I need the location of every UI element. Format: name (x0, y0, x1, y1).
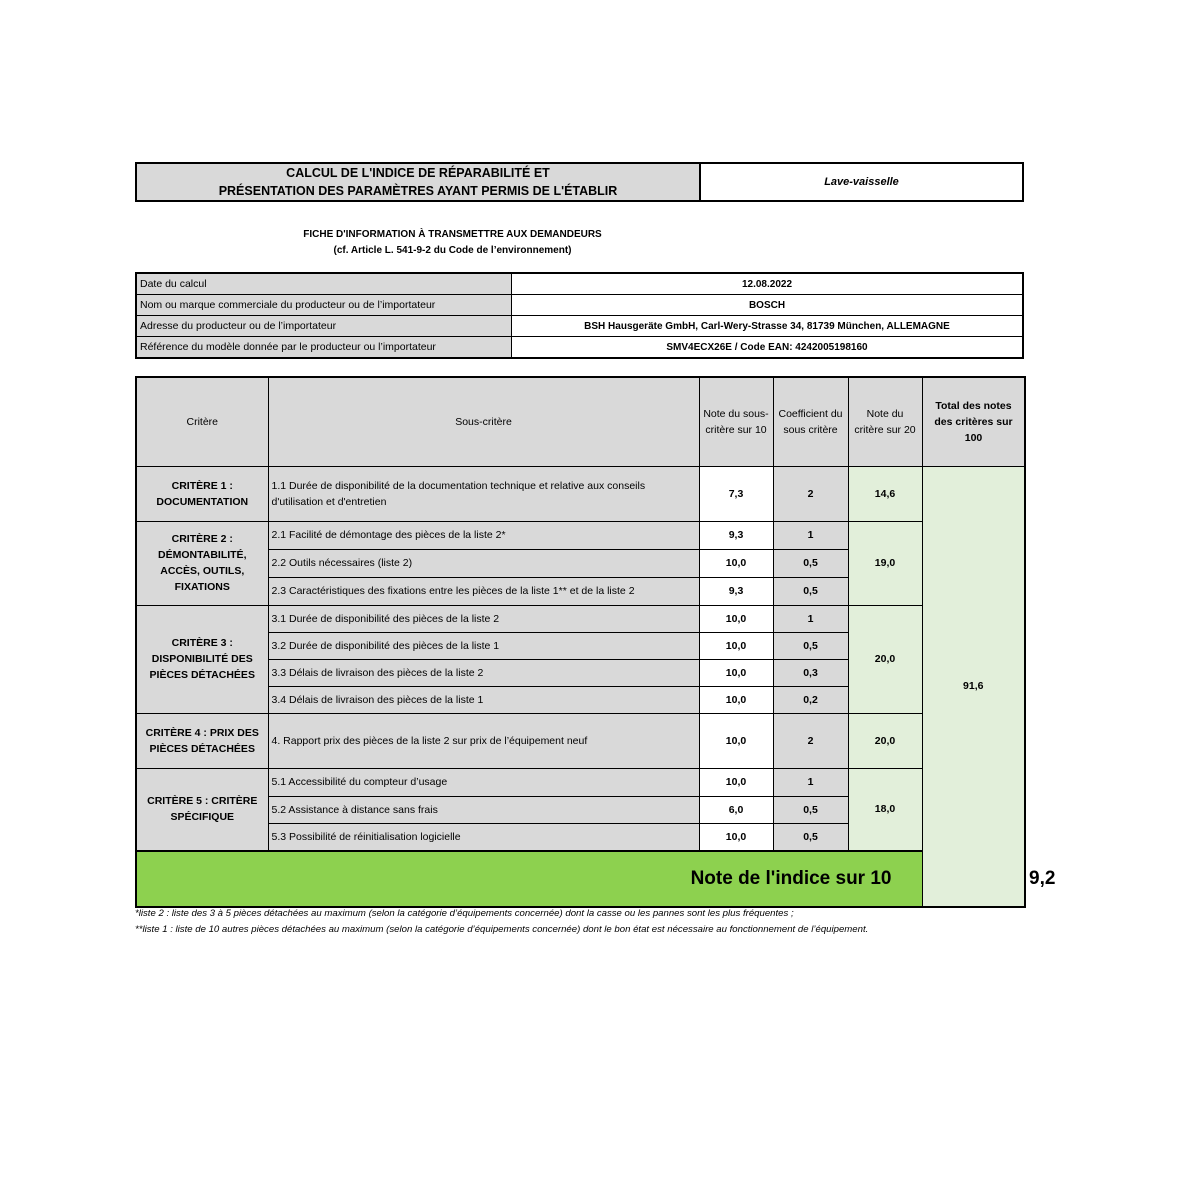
sub-criterion-coefficient: 0,5 (773, 549, 848, 577)
sub-criterion-coefficient: 0,5 (773, 577, 848, 605)
sub-criterion-note: 10,0 (699, 632, 773, 659)
title-line-2: PRÉSENTATION DES PARAMÈTRES AYANT PERMIS DE L'ÉTABLIR (218, 184, 618, 198)
sub-criterion-label: 3.3 Délais de livraison des pièces de la liste 2 (268, 659, 699, 686)
subtitle (135, 227, 770, 259)
info-value: 12.08.2022 (512, 273, 1024, 295)
sub-criterion-label: 3.1 Durée de disponibilité des pièces de la liste 2 (268, 605, 699, 632)
info-label: Nom ou marque commerciale du producteur ou de l’importateur (136, 295, 512, 316)
sub-criterion-label: 4. Rapport prix des pièces de la liste 2 sur prix de l’équipement neuf (268, 713, 699, 768)
sub-criterion-coefficient: 0,5 (773, 632, 848, 659)
info-value: BSH Hausgeräte GmbH, Carl-Wery-Strasse 34, 81739 München, ALLEMAGNE (512, 316, 1024, 337)
table-row (136, 768, 1025, 796)
final-score-label: Note de l'indice sur 10 (136, 851, 922, 907)
col-header-note-sous-critere: Note du sous-critère sur 10 (699, 377, 773, 466)
info-value: SMV4ECX26E / Code EAN: 4242005198160 (512, 337, 1024, 359)
footnotes (135, 906, 1135, 938)
sub-criterion-note: 7,3 (699, 466, 773, 521)
sub-criterion-coefficient: 1 (773, 521, 848, 549)
sub-criterion-note: 10,0 (699, 659, 773, 686)
sub-criterion-coefficient: 2 (773, 713, 848, 768)
info-row (136, 337, 1023, 359)
product-type: Lave-vaisselle (824, 176, 899, 188)
info-row (136, 295, 1023, 316)
sub-criterion-label: 2.2 Outils nécessaires (liste 2) (268, 549, 699, 577)
sub-criterion-coefficient: 0,5 (773, 823, 848, 851)
criterion-score: 19,0 (848, 521, 922, 605)
sub-criterion-label: 2.1 Facilité de démontage des pièces de la liste 2* (268, 521, 699, 549)
title-line-1: CALCUL DE L'INDICE DE RÉPARABILITÉ ET (286, 166, 550, 180)
document-title (137, 164, 701, 200)
criterion-name: CRITÈRE 4 : PRIX DES PIÈCES DÉTACHÉES (136, 713, 268, 768)
sub-criterion-coefficient: 2 (773, 466, 848, 521)
sub-criterion-note: 10,0 (699, 823, 773, 851)
sub-criterion-label: 5.1 Accessibilité du compteur d’usage (268, 768, 699, 796)
table-header-row (136, 377, 1025, 466)
info-value: BOSCH (512, 295, 1024, 316)
sub-criterion-coefficient: 1 (773, 605, 848, 632)
col-header-critere: Critère (136, 377, 268, 466)
table-row (136, 466, 1025, 521)
sub-criterion-note: 10,0 (699, 549, 773, 577)
footnote-liste-1: **liste 1 : liste de 10 autres pièces détachées au maximum (selon la catégorie d’équipements concernée) dont le bon état est nécessaire au fonctionnement de l’équipement. (135, 924, 869, 935)
info-row (136, 316, 1023, 337)
table-row (136, 713, 1025, 768)
sub-criterion-note: 6,0 (699, 796, 773, 823)
subtitle-line-2: (cf. Article L. 541-9-2 du Code de l’environnement) (333, 245, 572, 256)
criterion-name: CRITÈRE 5 : CRITÈRE SPÉCIFIQUE (136, 768, 268, 851)
sub-criterion-note: 10,0 (699, 686, 773, 713)
criterion-name: CRITÈRE 3 : DISPONIBILITÉ DES PIÈCES DÉTACHÉES (136, 605, 268, 713)
sub-criterion-coefficient: 1 (773, 768, 848, 796)
info-row (136, 273, 1023, 295)
sub-criterion-coefficient: 0,2 (773, 686, 848, 713)
sub-criterion-coefficient: 0,5 (773, 796, 848, 823)
criterion-score: 20,0 (848, 605, 922, 713)
footnote-liste-2: *liste 2 : liste des 3 à 5 pièces détachées au maximum (selon la catégorie d’équipements concernée) dont la casse ou les pannes sont les plus fréquentes ; (135, 908, 794, 919)
sub-criterion-note: 10,0 (699, 605, 773, 632)
final-score-row: Note de l'indice sur 10 9,2 (136, 851, 1025, 907)
sub-criterion-label: 3.2 Durée de disponibilité des pièces de la liste 1 (268, 632, 699, 659)
sub-criterion-label: 3.4 Délais de livraison des pièces de la liste 1 (268, 686, 699, 713)
sub-criterion-label: 5.3 Possibilité de réinitialisation logicielle (268, 823, 699, 851)
header-box (135, 162, 1024, 202)
sub-criterion-note: 10,0 (699, 713, 773, 768)
col-header-coefficient: Coefficient du sous critère (773, 377, 848, 466)
table-row (136, 605, 1025, 632)
criterion-name: CRITÈRE 2 : DÉMONTABILITÉ, ACCÈS, OUTILS, FIXATIONS (136, 521, 268, 605)
info-table (135, 272, 1024, 359)
scoring-table (135, 376, 1056, 908)
sub-criterion-note: 9,3 (699, 577, 773, 605)
sub-criterion-note: 9,3 (699, 521, 773, 549)
criterion-score: 20,0 (848, 713, 922, 768)
criterion-score: 18,0 (848, 768, 922, 851)
sub-criterion-label: 1.1 Durée de disponibilité de la documentation technique et relative aux conseils d'utilisation et d'entretien (268, 466, 699, 521)
sub-criterion-note: 10,0 (699, 768, 773, 796)
criterion-score: 14,6 (848, 466, 922, 521)
criterion-name: CRITÈRE 1 : DOCUMENTATION (136, 466, 268, 521)
sub-criterion-label: 2.3 Caractéristiques des fixations entre les pièces de la liste 1** et de la liste 2 (268, 577, 699, 605)
info-label: Référence du modèle donnée par le producteur ou l’importateur (136, 337, 512, 359)
sub-criterion-label: 5.2 Assistance à distance sans frais (268, 796, 699, 823)
col-header-total: Total des notes des critères sur 100 (922, 377, 1025, 466)
table-row (136, 521, 1025, 549)
total-score: 91,6 (922, 466, 1025, 907)
col-header-note-critere: Note du critère sur 20 (848, 377, 922, 466)
col-header-sous-critere: Sous-critère (268, 377, 699, 466)
info-label: Date du calcul (136, 273, 512, 295)
sub-criterion-coefficient: 0,3 (773, 659, 848, 686)
info-label: Adresse du producteur ou de l’importateur (136, 316, 512, 337)
subtitle-line-1: FICHE D'INFORMATION À TRANSMETTRE AUX DEMANDEURS (303, 229, 602, 240)
